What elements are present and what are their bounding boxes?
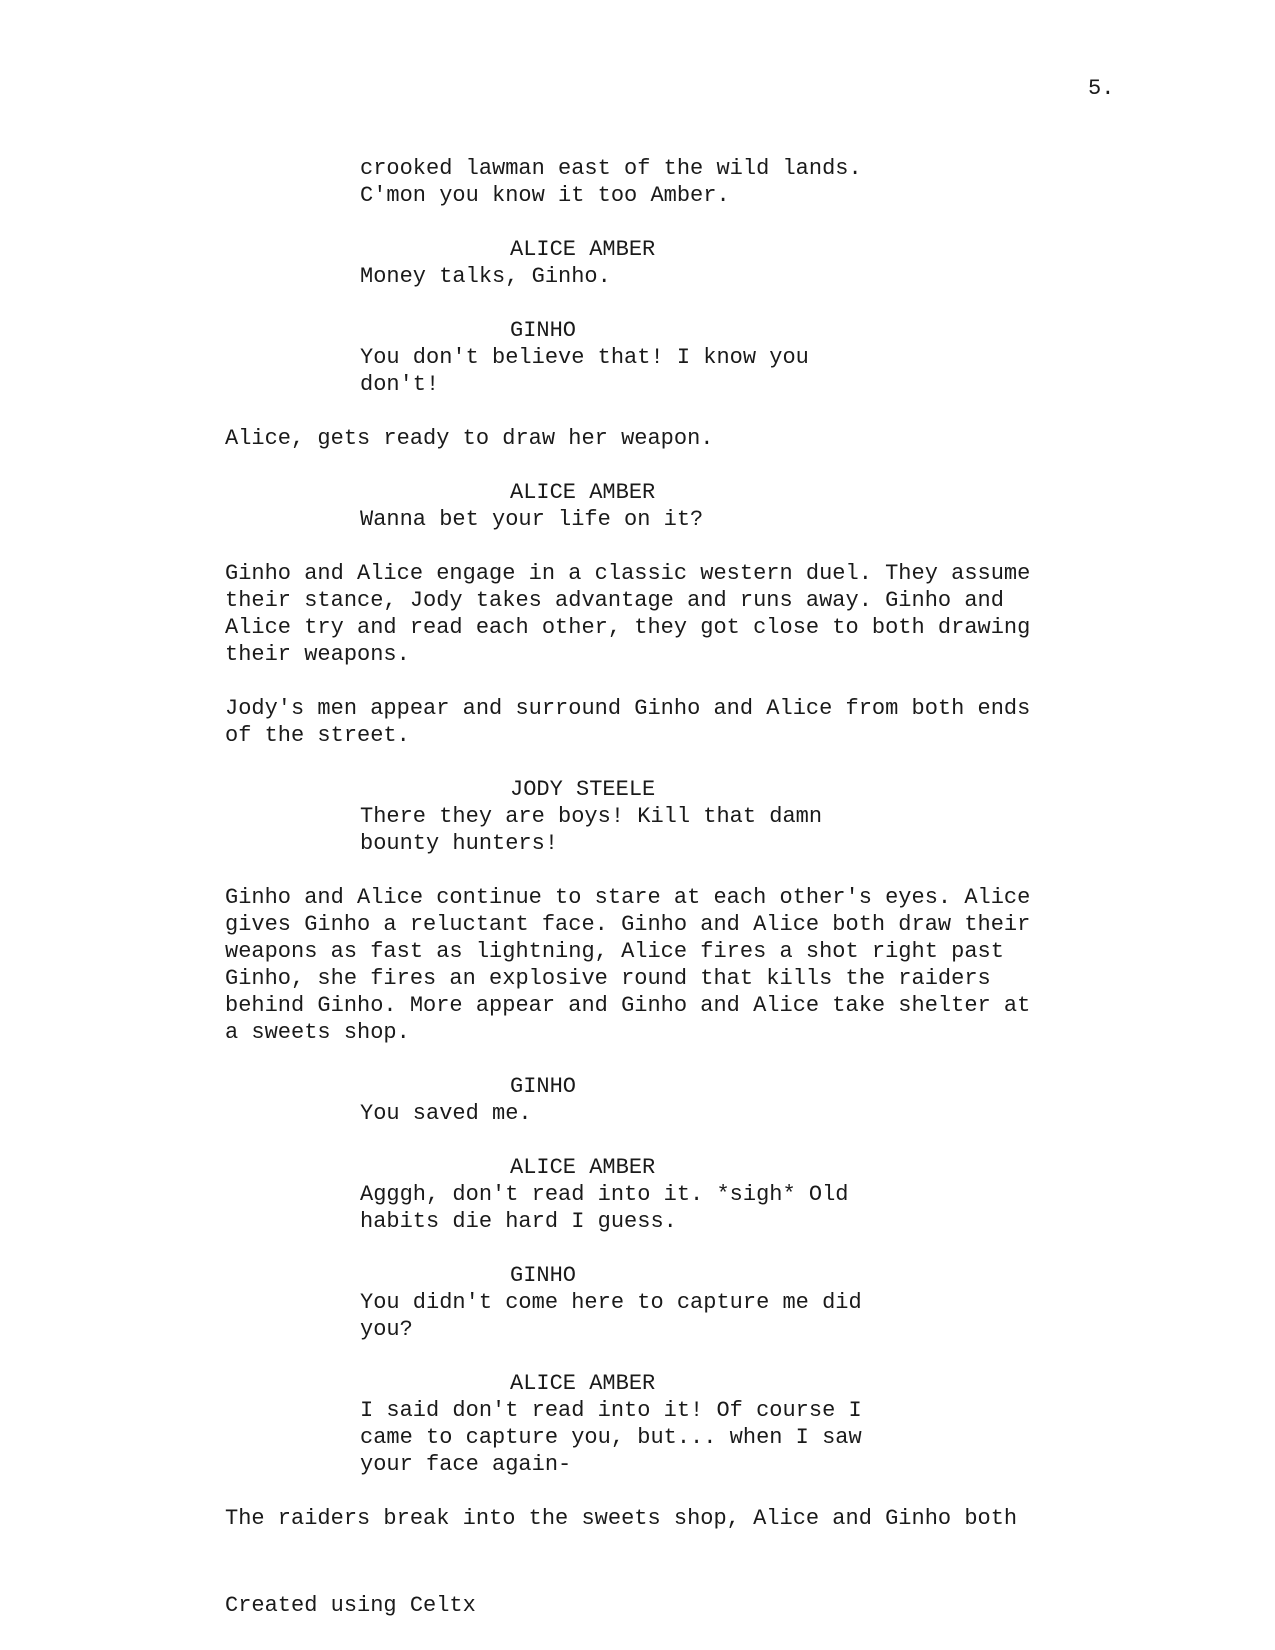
- dialogue-text: You don't believe that! I know you don't!: [360, 345, 809, 397]
- dialogue-text: You didn't come here to capture me did you?: [360, 1290, 862, 1342]
- dialogue-group: [225, 776, 1185, 857]
- character-name: GINHO: [510, 318, 577, 343]
- dialogue-text: There they are boys! Kill that damn bounty hunters!: [360, 804, 823, 856]
- character-name: ALICE AMBER: [510, 1371, 656, 1396]
- dialogue-continuation: [225, 155, 1185, 209]
- action-line: Alice, gets ready to draw her weapon.: [225, 426, 714, 451]
- character-name: ALICE AMBER: [510, 237, 656, 262]
- dialogue-group: [225, 317, 1185, 398]
- dialogue-text: Money talks, Ginho.: [360, 264, 611, 289]
- footer-credit: Created using Celtx: [225, 1593, 476, 1618]
- action-line: The raiders break into the sweets shop, Alice and Ginho both: [225, 1506, 1018, 1531]
- screenplay-body: [225, 155, 1185, 1559]
- action-line: Ginho and Alice continue to stare at each other's eyes. Alice gives Ginho a reluctant face. Ginho and Alice both draw their weapons as fast as lightning, Alice fires a shot right past Ginho, she fires an explosive round that kills the raiders behind Ginho. More appear and Ginho and Alice take shelter at a sweets shop.: [225, 885, 1031, 1045]
- action-line: Ginho and Alice engage in a classic western duel. They assume their stance, Jody takes advantage and runs away. Ginho and Alice try and read each other, they got close to both drawing their weapons.: [225, 561, 1031, 667]
- dialogue-text: I said don't read into it! Of course I came to capture you, but... when I saw your face again-: [360, 1398, 862, 1477]
- character-name: JODY STEELE: [510, 777, 656, 802]
- character-name: ALICE AMBER: [510, 1155, 656, 1180]
- page-number: 5.: [1088, 76, 1115, 101]
- dialogue-group: [225, 479, 1185, 533]
- dialogue-group: [225, 1262, 1185, 1343]
- dialogue-group: [225, 1154, 1185, 1235]
- dialogue-group: [225, 236, 1185, 290]
- dialogue-group: [225, 1073, 1185, 1127]
- dialogue-text: Wanna bet your life on it?: [360, 507, 704, 532]
- character-name: ALICE AMBER: [510, 480, 656, 505]
- action-line: Jody's men appear and surround Ginho and Alice from both ends of the street.: [225, 696, 1031, 748]
- character-name: GINHO: [510, 1074, 577, 1099]
- dialogue-text: Agggh, don't read into it. *sigh* Old habits die hard I guess.: [360, 1182, 849, 1234]
- character-name: GINHO: [510, 1263, 577, 1288]
- dialogue-text: crooked lawman east of the wild lands. C'mon you know it too Amber.: [360, 156, 862, 208]
- dialogue-group: [225, 1370, 1185, 1478]
- dialogue-text: You saved me.: [360, 1101, 532, 1126]
